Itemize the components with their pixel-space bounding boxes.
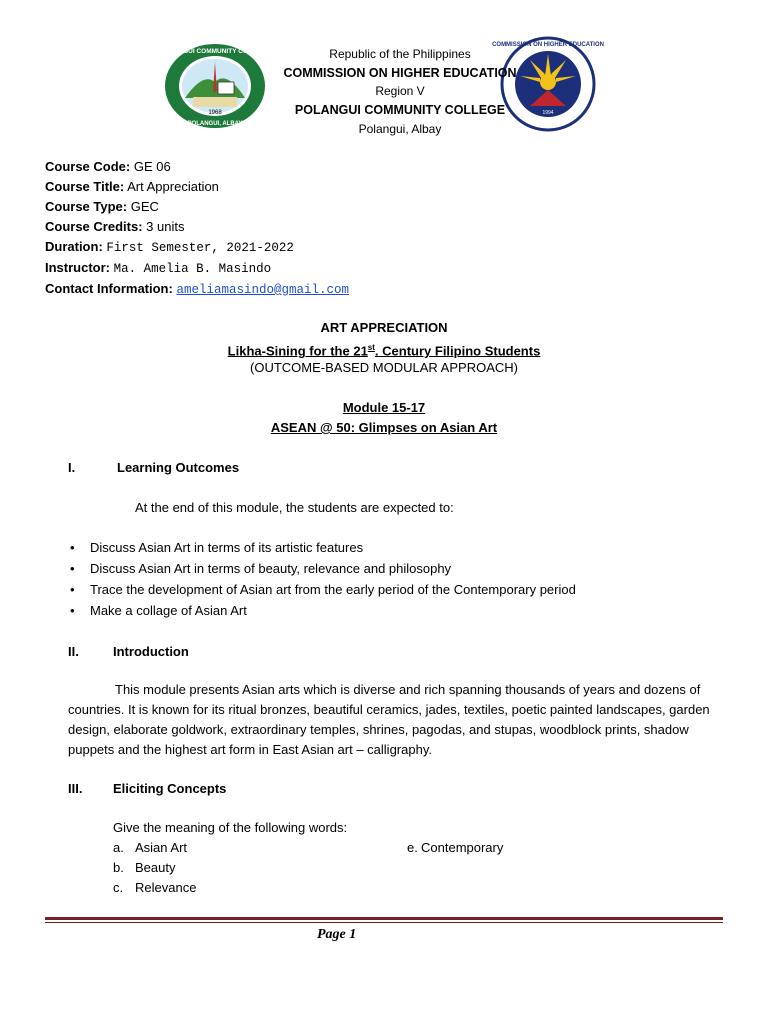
section1-intro: At the end of this module, the students are expected to: bbox=[135, 500, 454, 515]
course-code-value: GE 06 bbox=[133, 159, 171, 174]
list-letter: b. bbox=[113, 860, 124, 875]
section1-number: I. bbox=[68, 460, 76, 475]
course-contact bbox=[45, 279, 349, 300]
list-item bbox=[113, 838, 187, 858]
bullet-dot: • bbox=[70, 603, 75, 618]
bullet-dot: • bbox=[70, 582, 75, 597]
left-logo-year: 1968 bbox=[208, 110, 222, 116]
section3-title: Eliciting Concepts bbox=[113, 781, 227, 796]
footer-rule-thick bbox=[45, 917, 723, 920]
section3-number: III. bbox=[68, 781, 83, 796]
course-contact-label: Contact Information: bbox=[45, 281, 173, 296]
bullet-dot: • bbox=[70, 561, 75, 576]
list-item bbox=[113, 878, 196, 898]
subtitle-pre: Likha-Sining for the 21 bbox=[227, 343, 368, 359]
course-code bbox=[45, 157, 171, 177]
right-logo-year: 1994 bbox=[542, 110, 554, 116]
course-type-label: Course Type: bbox=[45, 199, 128, 214]
subtitle-post: . Century Filipino Students bbox=[374, 343, 541, 359]
right-logo-text: COMMISSION ON HIGHER EDUCATION bbox=[492, 42, 604, 48]
bullet-text: Discuss Asian Art in terms of its artistic features bbox=[90, 540, 364, 555]
module-number bbox=[0, 398, 768, 418]
section2-paragraph: This module presents Asian arts which is diverse and rich spanning thousands of years and dozens of countries. It is known for its ritual bronzes, beautiful ceramics, jades, textiles, poetic painted landscapes, garden design, elaborate goldwork, extraordinary temples, shrines, pagodas, and stupas, woodblock prints, shadow puppets and the highest art form in East Asian art – calligraphy. bbox=[68, 682, 710, 757]
left-logo-text: POLANGUI COMMUNITY COLLEGE bbox=[160, 48, 270, 55]
list-letter: a. bbox=[113, 840, 124, 855]
course-duration bbox=[45, 237, 294, 258]
section2-title: Introduction bbox=[113, 644, 189, 659]
page-number: Page 1 bbox=[317, 927, 357, 942]
course-title-value: Art Appreciation bbox=[127, 179, 219, 194]
bullet-text: Trace the development of Asian art from the early period of the Contemporary period bbox=[90, 582, 576, 597]
course-code-label: Course Code: bbox=[45, 159, 131, 174]
course-instructor-label: Instructor: bbox=[45, 260, 110, 275]
list-item bbox=[113, 858, 175, 878]
section1-title: Learning Outcomes bbox=[117, 460, 240, 475]
bullet-item bbox=[70, 580, 576, 600]
list-text: Relevance bbox=[135, 880, 197, 895]
footer-rule-thin bbox=[45, 922, 723, 923]
header-ched: COMMISSION ON HIGHER EDUCATION bbox=[283, 66, 517, 80]
list-text: Contemporary bbox=[421, 840, 504, 855]
course-credits-label: Course Credits: bbox=[45, 219, 143, 234]
header-region: Region V bbox=[375, 84, 425, 98]
module-title bbox=[0, 418, 768, 438]
course-credits bbox=[45, 217, 184, 237]
bullet-item bbox=[70, 538, 363, 558]
section2-number: II. bbox=[68, 644, 79, 659]
course-type-value: GEC bbox=[130, 199, 159, 214]
list-letter: c. bbox=[113, 880, 124, 895]
section3-intro: Give the meaning of the following words: bbox=[113, 820, 348, 835]
header-location: Polangui, Albay bbox=[358, 122, 442, 136]
list-item bbox=[407, 838, 503, 858]
bullet-dot: • bbox=[70, 540, 75, 555]
subtitle-sup: st bbox=[367, 343, 375, 352]
bullet-item bbox=[70, 559, 451, 579]
course-title-label: Course Title: bbox=[45, 179, 125, 194]
module-title-text: ASEAN @ 50: Glimpses on Asian Art bbox=[270, 420, 498, 435]
bullet-text: Make a collage of Asian Art bbox=[90, 603, 247, 618]
course-instructor bbox=[45, 258, 271, 279]
list-text: Beauty bbox=[135, 860, 176, 875]
list-text: Asian Art bbox=[135, 840, 188, 855]
course-duration-value: First Semester, 2021-2022 bbox=[106, 241, 294, 255]
course-duration-label: Duration: bbox=[45, 239, 103, 254]
doc-approach: (OUTCOME-BASED MODULAR APPROACH) bbox=[250, 360, 518, 375]
course-instructor-value: Ma. Amelia B. Masindo bbox=[113, 262, 272, 276]
module-number-text: Module 15-17 bbox=[342, 400, 426, 415]
contact-email-link[interactable]: ameliamasindo@gmail.com bbox=[176, 283, 349, 297]
list-letter: e. bbox=[407, 840, 418, 855]
bullet-item bbox=[70, 601, 247, 621]
bullet-text: Discuss Asian Art in terms of beauty, relevance and philosophy bbox=[90, 561, 452, 576]
header-republic: Republic of the Philippines bbox=[329, 47, 471, 61]
course-type bbox=[45, 197, 159, 217]
course-title bbox=[45, 177, 219, 197]
doc-title: ART APPRECIATION bbox=[320, 320, 448, 335]
left-logo-place: POLANGUI, ALBAY bbox=[187, 121, 243, 127]
header-college: POLANGUI COMMUNITY COLLEGE bbox=[294, 103, 506, 117]
course-credits-value: 3 units bbox=[146, 219, 185, 234]
